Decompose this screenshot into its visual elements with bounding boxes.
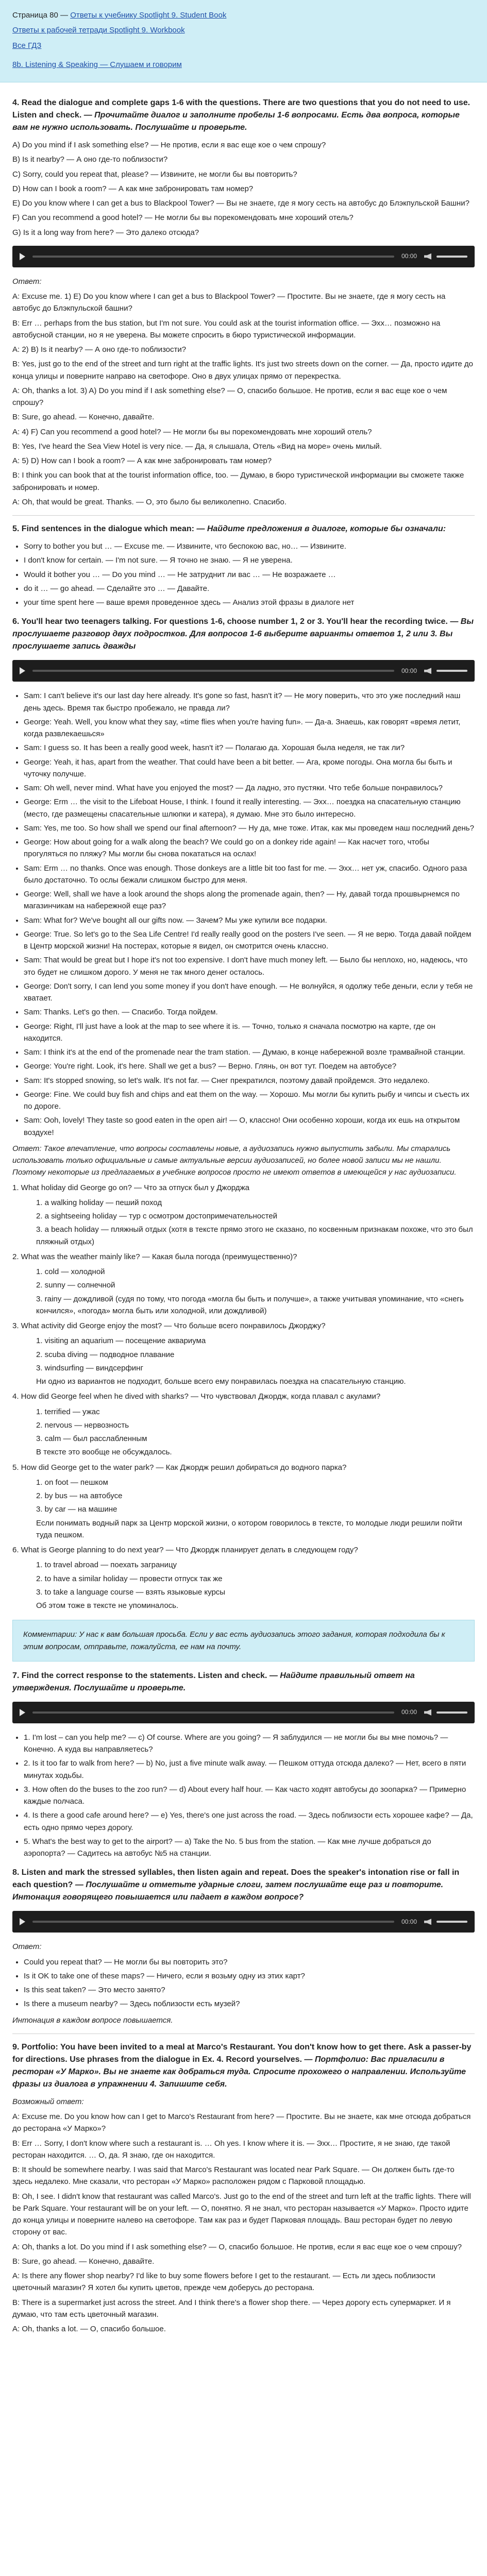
dialogue-line: B: Yes, I've heard the Sea View Hotel is very nice. — Да, я слышала, Отель «Вид на море» очень милый. <box>12 442 382 451</box>
dialogue-line: B: Err … Sorry, I don't know where such a restaurant is. … Oh yes. I know where it is. — Эхх… Простите, я не знаю, где такой ресторан находится. … О, да. Я знаю, где он находится. <box>12 2139 450 2160</box>
list-item: • 5. What's the best way to get to the airport? — a) Take the No. 5 bus from the station. — Как мне лучше добраться до аэропорта? — Садитесь на автобус №5 на станции. <box>24 1836 475 1860</box>
question-block <box>12 1462 475 1541</box>
answer-option: 3. calm — был расслабленным <box>36 1434 147 1443</box>
time-display: 00:00 <box>401 252 417 260</box>
divider <box>12 2033 475 2034</box>
progress-bar[interactable] <box>32 670 394 672</box>
answer-label: Ответ: <box>12 277 42 286</box>
list-item: • Could you repeat that? — Не могли бы вы повторить это? <box>24 1956 475 1968</box>
volume-icon[interactable] <box>424 1709 431 1716</box>
list-item: • Is there a museum nearby? — Здесь поблизости есть музей? <box>24 1998 475 2010</box>
ex7-list <box>12 1732 475 1860</box>
ex6-dialogue <box>12 690 475 1139</box>
option-item: B) Is it nearby? — А оно где-то поблизости? <box>12 155 168 164</box>
dialogue-line: A: 5) D) How can I book a room? — А как мне забронировать там номер? <box>12 456 272 465</box>
dialogue-line: B: I think you can book that at the tourist information office, too. — Думаю, в бюро туристической информации вы сможете также забронировать и номер. <box>12 471 464 492</box>
dialogue-line: A: 2) B) Is it nearby? — А оно где-то поблизости? <box>12 345 187 354</box>
list-item: • I don't know for certain. — I'm not sure. — Я точно не знаю. — Я не уверена. <box>24 554 475 566</box>
dialogue-line: B: There is a supermarket just across the street. And I think there's a flower shop there. — Через дорогу есть супермаркет. И я думаю, что там есть цветочный магазин. <box>12 2298 451 2319</box>
volume-icon[interactable] <box>424 253 431 260</box>
question-block <box>12 1544 475 1612</box>
option-item: D) How can I book a room? — А как мне забронировать там номер? <box>12 184 254 193</box>
dialogue-line: B: Sure, go ahead. — Конечно, давайте. <box>12 413 155 422</box>
answer-label: Возможный ответ: <box>12 2097 84 2106</box>
dialogue-line: • Sam: Erm … no thanks. Once was enough. Those donkeys are a little bit too fast for me. — Эхх… нет уж, спасибо. Одного раза было достаточно. То ослы бежали слишком быстро для меня. <box>24 862 475 887</box>
volume-icon[interactable] <box>424 668 431 674</box>
answer-option: 1. cold — холодной <box>36 1267 105 1276</box>
dialogue-line: B: Sure, go ahead. — Конечно, давайте. <box>12 2257 155 2266</box>
answer-option: 3. rainy — дождливой (судя по тому, что погода «могла бы быть и получше», а также учитывая упоминание, что «снегь кончился», «погода» могла быть или холодной, или дождливой) <box>36 1294 464 1315</box>
list-item: • do it … — go ahead. — Сделайте это … — Давайте. <box>24 583 475 595</box>
breadcrumb[interactable]: 8b. Listening & Speaking — Слушаем и говорим <box>12 60 182 69</box>
audio-player[interactable] <box>12 1911 475 1933</box>
dialogue-line: A: Oh, that would be great. Thanks. — О, это было бы великолепно. Спасибо. <box>12 497 287 506</box>
question-text: 4. How did George feel when he dived with sharks? — Что чувствовал Джордж, когда плавал с акулами? <box>12 1392 381 1401</box>
progress-bar[interactable] <box>32 256 394 258</box>
option-item: A) Do you mind if I ask something else? — Не против, если я вас еще кое о чем спрошу? <box>12 141 326 149</box>
dialogue-line: • George: True. So let's go to the Sea Life Centre! I'd really really good on the posters I've seen. — Я не верю. Тогда давай пойдем в Центр морской жизни! На постерах, которые я видел, он смотрится очень классно. <box>24 928 475 953</box>
list-item: • Is this seat taken? — Это место занято? <box>24 1984 475 1996</box>
list-item: • Would it bother you … — Do you mind … — Не затруднит ли вас … — Не возражаете … <box>24 569 475 581</box>
audio-player[interactable] <box>12 246 475 267</box>
play-icon[interactable] <box>20 1709 25 1716</box>
dialogue-line: A: Excuse me. 1) E) Do you know where I can get a bus to Blackpool Tower? — Простите. Вы не знаете, где я могу сесть на автобус до Блэкпульской башни? <box>12 292 446 313</box>
list-item: • 2. Is it too far to walk from here? — b) No, just a five minute walk away. — Пешком оттуда отсюда далеко? — Нет, всего в пяти минутах ходьбы. <box>24 1757 475 1782</box>
dialogue-line: • Sam: That would be great but I hope it's not too expensive. I don't have much money left. — Было бы неплохо, но, надеюсь, что это будет не слишком дорого. У меня не так много денег осталось. <box>24 954 475 978</box>
time-display: 00:00 <box>401 1708 417 1716</box>
workbook-link[interactable]: Ответы к рабочей тетради Spotlight 9. Workbook <box>12 26 185 35</box>
dialogue-line: • Sam: Oh well, never mind. What have you enjoyed the most? — Да ладно, это пустяки. Что тебе больше понравилось? <box>24 782 475 794</box>
answer-option: 3. to take a language course — взять языковые курсы <box>36 1587 226 1597</box>
dialogue-line: A: Oh, thanks a lot. — О, спасибо большое. <box>12 2325 166 2333</box>
volume-slider[interactable] <box>436 670 467 672</box>
dialogue-line: B: Oh, I see. I didn't know that restaurant was called Marco's. Just go to the end of the street and turn left at the traffic lights. There will be Park Square. Your restaurant will be on your left. — О, понятно. Я не знал, что ресторан называется «У Марко». Просто идите до конца улицы и поверните налево на светофоре. Там как раз и будет Парковая площадь. Ваш ресторан будет по левую сторону от вас. <box>12 2192 471 2237</box>
dialogue-line: • George: Erm … the visit to the Lifeboat House, I think. I found it really interesting. — Эхх… поездка на спасательную станцию (место, где размещены спасательные шлюпки и катера), я думаю. Мне это было интересно. <box>24 796 475 820</box>
dialogue-line: • George: Yeah, it has, apart from the weather. That could have been a bit better. — Ага, кроме погоды. Она могла бы быть и чуточку получше. <box>24 756 475 781</box>
answer-option: 1. terrified — ужас <box>36 1407 100 1416</box>
dialogue-line: • Sam: I can't believe it's our last day here already. It's gone so fast, hasn't it? — Не могу поверить, что это уже последний наш день здесь. Время так быстро пробежало, не правда ли? <box>24 690 475 714</box>
answer-option: 3. windsurfing — виндсерфинг <box>36 1363 143 1372</box>
answer-option: 2. sunny — солнечной <box>36 1281 115 1290</box>
dialogue-line: • George: Fine. We could buy fish and chips and eat them on the way. — Хорошо. Мы могли бы купить рыбу и чипсы и съесть их по дороге. <box>24 1089 475 1113</box>
progress-bar[interactable] <box>32 1711 394 1714</box>
ex8-title: 8. Listen and mark the stressed syllables, then listen again and repeat. Does the speaker's intonation rise or fall in each question? — Послушайте и отметьте ударные слоги, затем послушайте еще раз и повторите. Интонация говорящего повышается или падает в каждом вопросе? <box>12 1868 460 1902</box>
dialogue-line: B: Yes, just go to the end of the street and turn right at the traffic lights. It's just two streets down on the corner. — Да, просто идите до конца улицы и поверните направо на светофоре. Оно в двух улицах прямо от перекрестка. <box>12 360 474 381</box>
dialogue-line: A: 4) F) Can you recommend a good hotel? — Не могли бы вы порекомендовать мне хороший отель? <box>12 427 372 436</box>
dialogue-line: • George: How about going for a walk along the beach? We could go on a donkey ride again! — Как насчет того, чтобы прогуляться по пляжу? Мы могли бы снова покататься на ослах! <box>24 836 475 860</box>
dialogue-line: • George: Well, shall we have a look around the shops along the promenade again, then? — Ну, давай тогда прошвырнемся по магазинчикам на набережной еще раз? <box>24 888 475 912</box>
answer-option: 2. a sightseeing holiday — тур с осмотром достопримечательностей <box>36 1212 277 1221</box>
dialogue-line: B: It should be somewhere nearby. I was said that Marco's Restaurant was located near Park Square. — Он должен быть где-то здесь недалеко. Мне сказали, что ресторан «У Марко» расположен рядом с Парковой площадью. <box>12 2165 455 2187</box>
question-block <box>12 1320 475 1387</box>
ex4-title: 4. Read the dialogue and complete gaps 1-6 with the questions. There are two questions that you do not need to use. Listen and check. — Прочитайте диалог и заполните пробелы 1-6 вопросами. Есть два вопроса, которые вам не нужно использовать. Послушайте и проверьте. <box>12 98 471 132</box>
list-item: • 4. Is there a good cafe around here? — e) Yes, there's one just across the road. — Здесь поблизости есть хорошее кафе? — Да, есть одно прямо через дорогу. <box>24 1809 475 1834</box>
time-display: 00:00 <box>401 1918 417 1925</box>
time-display: 00:00 <box>401 667 417 674</box>
list-item: • Is it OK to take one of these maps? — Ничего, если я возьму одну из этих карт? <box>24 1970 475 1982</box>
progress-bar[interactable] <box>32 1921 394 1923</box>
answer-option: Если понимать водный парк за Центр морской жизни, о котором говорилось в тексте, то молодые люди решили пойти туда пешком. <box>36 1518 462 1539</box>
dialogue-line: A: Excuse me. Do you know how can I get to Marco's Restaurant from here? — Простите. Вы не знаете, как мне отсюда добраться до ресторана «У Марко»? <box>12 2112 471 2133</box>
answer-option: 2. by bus — на автобусе <box>36 1492 123 1500</box>
audio-player[interactable] <box>12 1702 475 1723</box>
ex6-answer-intro: Ответ: Такое впечатление, что вопросы составлены новые, а аудиозапись нужно выпустить забыли. Мы старались использовать только официальные и самые актуальные версии аудиозаписей, но более новой записи мы не нашли. Поэтому некоторые из предлагаемых в учебнике вопросов просто не имеют ответов в имеющейся у нас аудиозаписи. <box>12 1144 457 1177</box>
ex5-title: 5. Find sentences in the dialogue which mean: — Найдите предложения в диалоге, которые бы означали: <box>12 524 446 533</box>
question-text: 1. What holiday did George go on? — Что за отпуск был у Джорджа <box>12 1183 249 1192</box>
answer-option: 3. a beach holiday — пляжный отдых (хотя в тексте прямо этого не сказано, по косвенным признакам похоже, что это был пляжный отдых) <box>36 1225 473 1246</box>
ex4-answers <box>12 291 475 508</box>
top-navigation <box>0 0 487 82</box>
ex4-options <box>12 139 475 239</box>
answer-option: 1. a walking holiday — пеший поход <box>36 1198 162 1207</box>
student-book-link[interactable]: Ответы к учебнику Spotlight 9. Student Book <box>70 11 227 20</box>
play-icon[interactable] <box>20 253 25 260</box>
audio-player[interactable] <box>12 660 475 682</box>
dialogue-line: • Sam: It's stopped snowing, so let's walk. It's not far. — Снег прекратился, поэтому давай пройдемся. Это недалеко. <box>24 1075 475 1087</box>
volume-slider[interactable] <box>436 256 467 258</box>
dialogue-line: • Sam: Ooh, lovely! They taste so good eaten in the open air! — О, классно! Они особенно хороши, когда их ешь на открытом воздухе! <box>24 1114 475 1139</box>
list-item: • 3. How often do the buses to the zoo run? — d) About every half hour. — Как часто ходят автобусы до зоопарка? — Примерно каждые полчаса. <box>24 1784 475 1808</box>
question-block <box>12 1182 475 1248</box>
answer-option: 1. visiting an aquarium — посещение аквариума <box>36 1336 206 1346</box>
answer-option: В тексте это вообще не обсуждалось. <box>36 1448 172 1457</box>
question-text: 6. What is George planning to do next year? — Что Джордж планирует делать в следующем году? <box>12 1546 358 1554</box>
dialogue-line: B: Err … perhaps from the bus station, but I'm not sure. You could ask at the tourist information office. — Эхх… позможно на автобусной станции, но я не уверена. Вы можете спросить в бюро туристической информации. <box>12 318 441 340</box>
list-item: • Sorry to bother you but … — Excuse me. — Извините, что беспокою вас, но… — Извините. <box>24 540 475 552</box>
option-item: E) Do you know where I can get a bus to Blackpool Tower? — Вы не знаете, где я могу сесть на автобус до Блэкпульской Башни? <box>12 199 469 208</box>
answer-option: 2. scuba diving — подводное плавание <box>36 1350 175 1359</box>
answer-option: 3. by car — на машине <box>36 1505 117 1514</box>
dialogue-line: • George: Right, I'll just have a look at the map to see where it is. — Точно, только я сначала посмотрю на карте, где он находится. <box>24 1021 475 1045</box>
dialogue-line: • Sam: Thanks. Let's go then. — Спасибо. Тогда пойдем. <box>24 1006 475 1018</box>
comment-box: Комментарии: У нас к вам большая просьба. Если у вас есть аудиозапись этого задания, которая подходила бы к этим вопросам, отправьте, пожалуйста, ее нам на почту. <box>12 1620 475 1662</box>
option-item: G) Is it a long way from here? — Это далеко отсюда? <box>12 228 199 237</box>
dialogue-line: • Sam: Yes, me too. So how shall we spend our final afternoon? — Ну да, мне тоже. Итак, как мы проведем наш последний день? <box>24 822 475 834</box>
dialogue-line: • Sam: What for? We've bought all our gifts now. — Зачем? Мы уже купили все подарки. <box>24 914 475 926</box>
question-block <box>12 1391 475 1458</box>
ex6-questions <box>12 1182 475 1612</box>
answer-option: Ни одно из вариантов не подходит, больше всего ему понравилась поездка на спасательную станцию. <box>36 1377 406 1386</box>
dialogue-line: • George: You're right. Look, it's here. Shall we get a bus? — Верно. Глянь, он вот тут. Поедем на автобусе? <box>24 1060 475 1072</box>
option-item: F) Can you recommend a good hotel? — Не могли бы вы порекомендовать мне хороший отель? <box>12 213 354 223</box>
main-content <box>0 82 487 2335</box>
page-number: Страница 80 — <box>12 11 69 20</box>
answer-option: 1. on foot — пешком <box>36 1478 108 1487</box>
play-icon[interactable] <box>20 667 25 674</box>
dialogue-line: A: Oh, thanks a lot. Do you mind if I ask something else? — О, спасибо большое. Не против, если я вас еще кое о чем спрошу? <box>12 2242 462 2251</box>
volume-slider[interactable] <box>436 1711 467 1714</box>
ex8-list <box>12 1956 475 2010</box>
dialogue-line: • George: Yeah. Well, you know what they say, «time flies when you're having fun». — Да-а. Знаешь, как говорят «время летит, когда развлекаешься» <box>24 716 475 740</box>
ex6-title: 6. You'll hear two teenagers talking. For questions 1-6, choose number 1, 2 or 3. You'll hear the recording twice. — Вы прослушаете разговор двух подростков. Для вопросов 1-6 выберите варианты ответов 1, 2 или 3. Вы прослушаете запись дважды <box>12 617 474 651</box>
answer-option: 2. to have a similar holiday — провести отпуск так же <box>36 1574 223 1583</box>
play-icon[interactable] <box>20 1918 25 1925</box>
dialogue-line: • Sam: I think it's at the end of the promenade near the tram station. — Думаю, в конце набережной возле трамвайной станции. <box>24 1046 475 1058</box>
list-item: • your time spent here — ваше время проведенное здесь — Анализ этой фразы в диалоге нет <box>24 597 475 608</box>
ex7-title: 7. Find the correct response to the statements. Listen and check. — Найдите правильный ответ на утверждения. Послушайте и проверьте. <box>12 1671 415 1692</box>
question-text: 3. What activity did George enjoy the most? — Что больше всего понравилось Джорджу? <box>12 1321 326 1330</box>
answer-option: Об этом тоже в тексте не упоминалось. <box>36 1601 179 1610</box>
answer-option: 2. nervous — нервозность <box>36 1420 129 1430</box>
ex9-dialogue <box>12 2111 475 2335</box>
answer-option: 1. to travel abroad — поехать заграницу <box>36 1561 177 1570</box>
ex5-list <box>12 540 475 608</box>
answer-label: Ответ: <box>12 1942 42 1952</box>
all-gdz-link[interactable]: Все ГДЗ <box>12 41 42 50</box>
question-text: 2. What was the weather mainly like? — Какая была погода (преимущественно)? <box>12 1252 297 1261</box>
volume-slider[interactable] <box>436 1921 467 1923</box>
divider <box>12 515 475 516</box>
dialogue-line: A: Oh, thanks a lot. 3) A) Do you mind if I ask something else? — О, спасибо большое. Не против, если я вас еще кое о чем спрошу? <box>12 386 447 407</box>
volume-icon[interactable] <box>424 1919 431 1925</box>
question-text: 5. How did George get to the water park? — Как Джордж решил добираться до водного парка? <box>12 1463 347 1472</box>
dialogue-line: A: Is there any flower shop nearby? I'd like to buy some flowers before I get to the restaurant. — Есть ли здесь поблизости цветочный магазин? Я хотел бы купить цветов, прежде чем доберусь до ресторана. <box>12 2272 435 2293</box>
list-item: • 1. I'm lost – can you help me? — c) Of course. Where are you going? — Я заблудился — не могли бы вы мне помочь? — Конечно. А куда вы направляетесь? <box>24 1732 475 1756</box>
dialogue-line: • Sam: I guess so. It has been a really good week, hasn't it? — Полагаю да. Хорошая была неделя, не так ли? <box>24 742 475 754</box>
dialogue-line: • George: Don't sorry, I can lend you some money if you don't have enough. — Не волнуйся, я одолжу тебе деньги, если у тебя не хватает. <box>24 980 475 1005</box>
ex8-note: Интонация в каждом вопросе повышается. <box>12 2015 173 2025</box>
question-block <box>12 1251 475 1317</box>
option-item: C) Sorry, could you repeat that, please? — Извините, не могли бы вы повторить? <box>12 170 297 179</box>
ex9-title: 9. Portfolio: You have been invited to a meal at Marco's Restaurant. You don't know how to get there. Ask a passer-by for directions. Use phrases from the dialogue in Ex. 4. Record yourselves. — Портфолио: Вас пригласили в ресторан «У Марко». Вы не знаете как добраться туда. Спросите прохожего о направлении. Используйте фразы из диалога в упражнении 4. Запишите себя. <box>12 2042 472 2089</box>
